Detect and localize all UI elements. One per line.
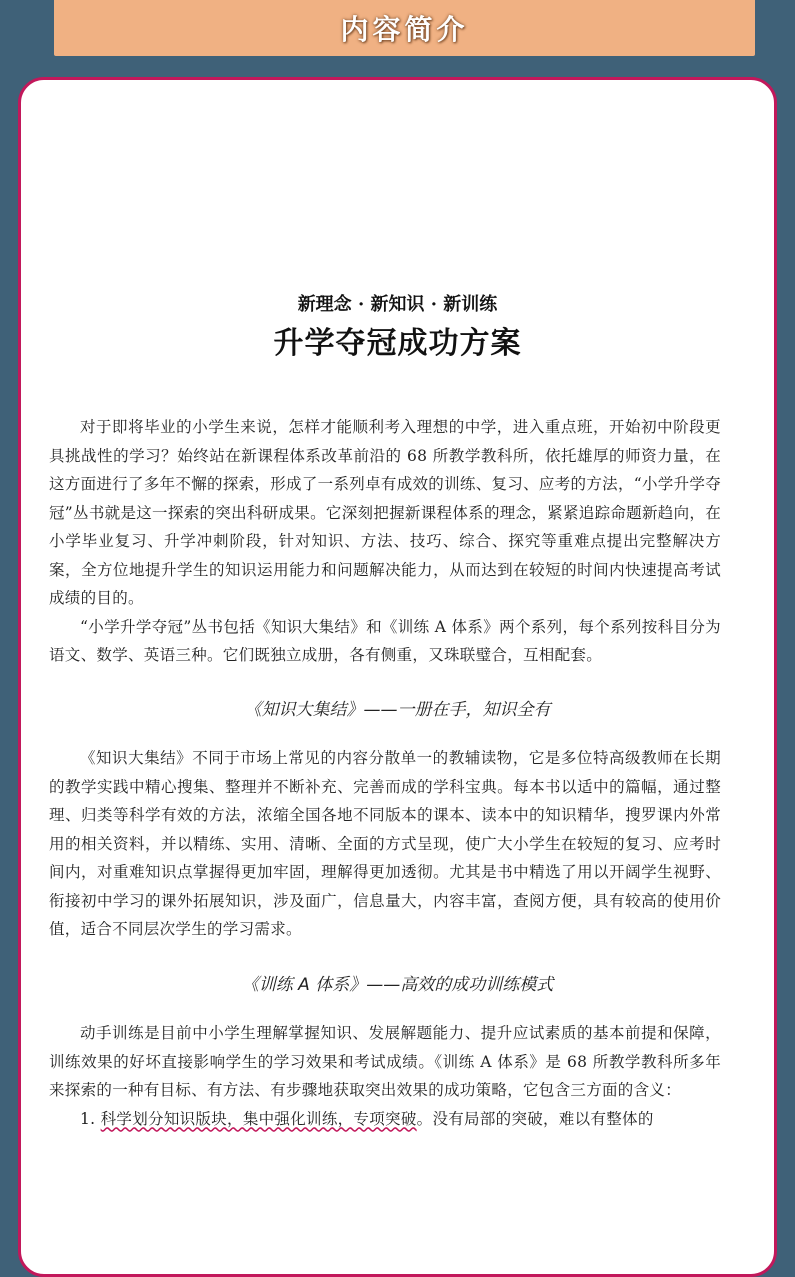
section-training-paragraph: 动手训练是目前中小学生理解掌握知识、发展解题能力、提升应试素质的基本前提和保障，训练效果的好坏直接影响学生的学习效果和考试成绩。《训练 A 体系》是 68 所教学教科所多年来探索的一种有目标、有方法、有步骤地获取突出效果的成功策略，它包含三方面的含义： [49, 1024, 721, 1099]
section-heading-knowledge: 《知识大集结》——一册在手，知识全有 [244, 700, 551, 720]
page-subtitle: 新理念 · 新知识 · 新训练 [297, 294, 498, 315]
intro-paragraph-1: 对于即将毕业的小学生来说，怎样才能顺利考入理想的中学，进入重点班，开始初中阶段更具挑战性的学习？始终站在新课程体系改革前沿的 68 所教学教科所，依托雄厚的师资力量，在这方面进行了多年不懈的探索，形成了一系列卓有成效的训练、复习、应考的方法，“小学升学夺冠”丛书就是这一探索的突出科研成果。它深刻把握新课程体系的理念，紧紧追踪命题新趋向，在小学毕业复习、升学冲刺阶段，针对知识、方法、技巧、综合、探究等重难点提出完整解决方案，全方位地提升学生的知识运用能力和问题解决能力，从而达到在较短的时间内快速提高考试成绩的目的。 [49, 418, 721, 607]
page-card [18, 77, 777, 1277]
list-item-number: 1. [80, 1109, 96, 1128]
page-title: 升学夺冠成功方案 [273, 326, 522, 361]
intro-paragraph-2: “小学升学夺冠”丛书包括《知识大集结》和《训练 A 体系》两个系列，每个系列按科目分为语文、数学、英语三种。它们既独立成册，各有侧重，又珠联璧合，互相配套。 [49, 617, 721, 664]
list-item-emphasis: 科学划分知识版块，集中强化训练，专项突破 [100, 1109, 417, 1128]
section-knowledge-text [49, 744, 721, 944]
section-knowledge-paragraph: 《知识大集结》不同于市场上常见的内容分散单一的教辅读物，它是多位特高级教师在长期的教学实践中精心搜集、整理并不断补充、完善而成的学科宝典。每本书以适中的篇幅，通过整理、归类等科学有效的方法，浓缩全国各地不同版本的课本、读本中的知识精华，搜罗课内外常用的相关资料，并以精练、实用、清晰、全面的方式呈现，使广大小学生在较短的复习、应考时间内，对重难知识点掌握得更加牢固，理解得更加透彻。尤其是书中精选了用以开阔学生视野、衔接初中学习的课外拓展知识，涉及面广，信息量大，内容丰富，查阅方便，具有较高的使用价值，适合不同层次学生的学习需求。 [49, 749, 721, 938]
list-item-text: 。没有局部的突破，难以有整体的 [416, 1109, 654, 1128]
banner-title: 内容简介 [340, 13, 469, 46]
section-training-text [49, 1019, 721, 1133]
intro-text [49, 413, 721, 670]
banner [54, 0, 755, 56]
list-item [49, 1105, 721, 1134]
section-heading-training: 《训练 A 体系》——高效的成功训练模式 [241, 975, 554, 995]
